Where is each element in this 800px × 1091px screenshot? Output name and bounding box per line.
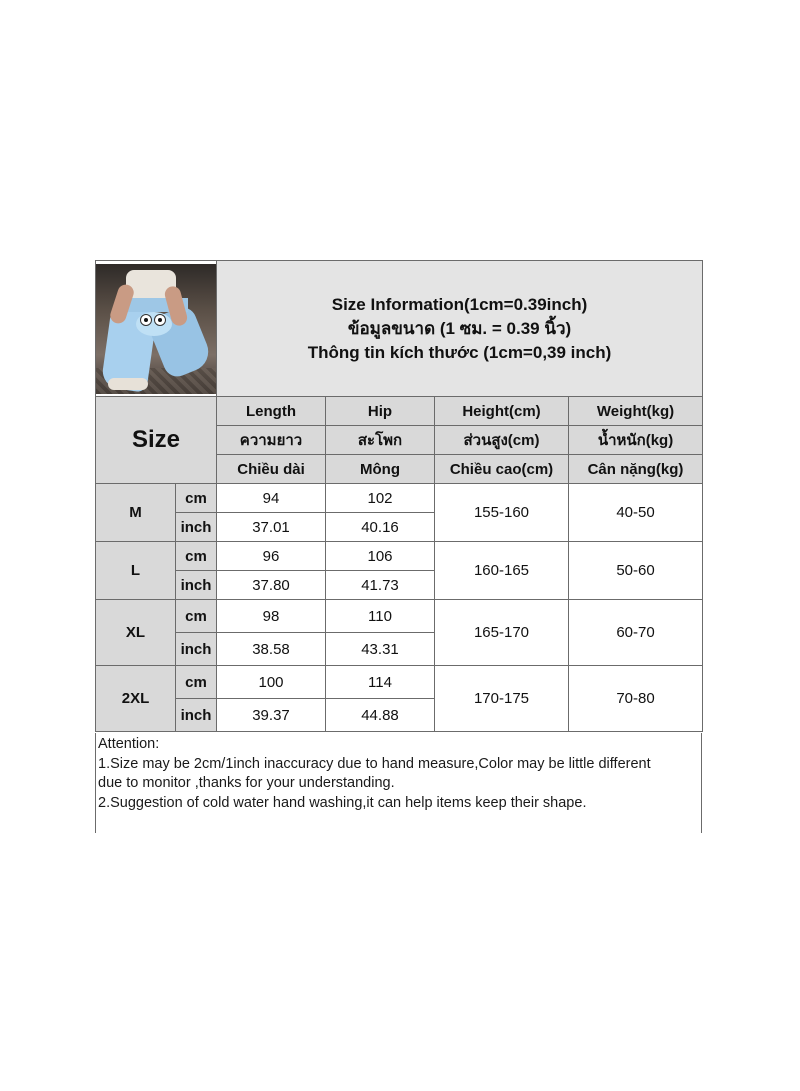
unit-inch: inch: [176, 699, 217, 732]
col-hip-th: สะโพก: [326, 426, 435, 455]
col-height-vi: Chiều cao(cm): [435, 455, 569, 484]
height-range: 170-175: [435, 666, 569, 732]
size-heading: Size: [96, 397, 217, 484]
col-length-th: ความยาว: [217, 426, 326, 455]
hip-cm: 110: [326, 600, 435, 633]
unit-inch: inch: [176, 633, 217, 666]
title-en: Size Information(1cm=0.39inch): [331, 294, 588, 314]
col-weight-vi: Cân nặng(kg): [569, 455, 703, 484]
hip-cm: 114: [326, 666, 435, 699]
attention-notes: [95, 733, 702, 833]
col-hip-vi: Mông: [326, 455, 435, 484]
hip-inch: 44.88: [326, 699, 435, 732]
height-range: 165-170: [435, 600, 569, 666]
title-th: ข้อมูลขนาด (1 ซม. = 0.39 นิ้ว): [347, 318, 572, 338]
col-hip-en: Hip: [326, 397, 435, 426]
size-xl: XL: [96, 600, 176, 666]
hip-inch: 41.73: [326, 571, 435, 600]
weight-range: 40-50: [569, 484, 703, 542]
note-2: 2.Suggestion of cold water hand washing,it can help items keep their shape.: [98, 794, 587, 811]
size-m: M: [96, 484, 176, 542]
length-cm: 94: [217, 484, 326, 513]
hip-inch: 40.16: [326, 513, 435, 542]
hip-inch: 43.31: [326, 633, 435, 666]
unit-inch: inch: [176, 571, 217, 600]
length-inch: 38.58: [217, 633, 326, 666]
col-length-vi: Chiều dài: [217, 455, 326, 484]
hip-cm: 102: [326, 484, 435, 513]
product-photo-cell: [96, 261, 217, 397]
unit-cm: cm: [176, 542, 217, 571]
height-range: 155-160: [435, 484, 569, 542]
length-inch: 37.80: [217, 571, 326, 600]
hip-cm: 106: [326, 542, 435, 571]
height-range: 160-165: [435, 542, 569, 600]
unit-cm: cm: [176, 600, 217, 633]
length-cm: 96: [217, 542, 326, 571]
notes-heading: Attention:: [98, 736, 160, 752]
note-1a: 1.Size may be 2cm/1inch inaccuracy due to hand measure,Color may be little different: [98, 755, 651, 772]
length-cm: 98: [217, 600, 326, 633]
size-table: [95, 260, 703, 732]
title-vi: Thông tin kích thước (1cm=0,39 inch): [307, 342, 612, 362]
product-photo: [96, 264, 216, 394]
unit-cm: cm: [176, 484, 217, 513]
weight-range: 50-60: [569, 542, 703, 600]
unit-inch: inch: [176, 513, 217, 542]
length-cm: 100: [217, 666, 326, 699]
title-cell: [217, 261, 703, 397]
length-inch: 39.37: [217, 699, 326, 732]
unit-cm: cm: [176, 666, 217, 699]
weight-range: 70-80: [569, 666, 703, 732]
length-inch: 37.01: [217, 513, 326, 542]
size-l: L: [96, 542, 176, 600]
col-height-th: ส่วนสูง(cm): [435, 426, 569, 455]
col-weight-en: Weight(kg): [569, 397, 703, 426]
col-length-en: Length: [217, 397, 326, 426]
col-weight-th: น้ำหนัก(kg): [569, 426, 703, 455]
note-1b: due to monitor ,thanks for your understanding.: [98, 775, 395, 791]
size-2xl: 2XL: [96, 666, 176, 732]
weight-range: 60-70: [569, 600, 703, 666]
col-height-en: Height(cm): [435, 397, 569, 426]
